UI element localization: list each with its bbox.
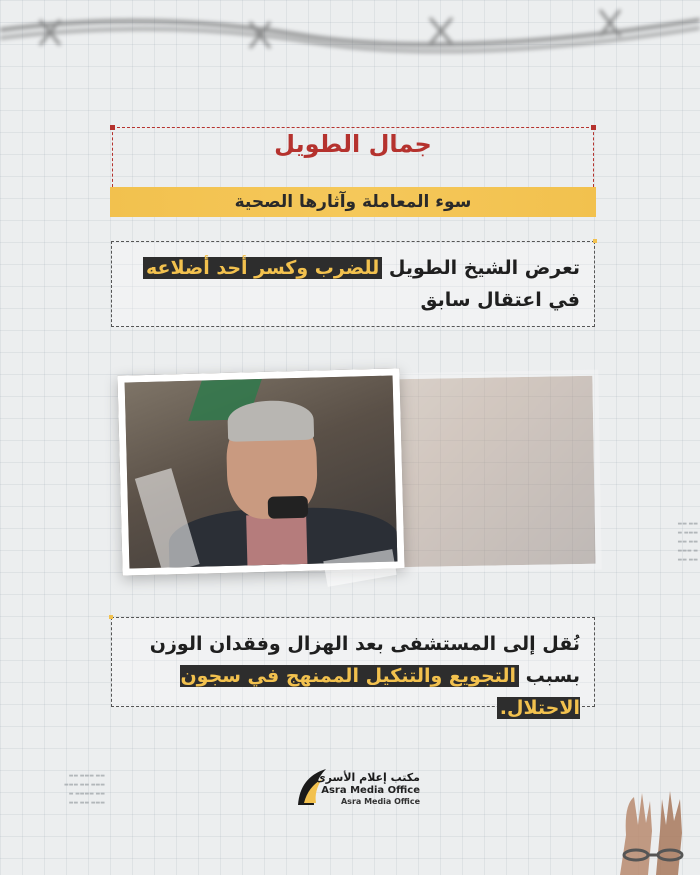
background-document-texture: ▬▬ ▬▬ ▬▬▬ ▬ ▬▬ ▬▬ ▬ ▬▬▬ ▬▬ ▬▬ (677, 521, 698, 563)
logo-arabic-name: مكتب إعلام الأسرى (315, 771, 420, 784)
fact-line (126, 660, 580, 724)
barbed-wire-decoration (0, 0, 700, 90)
fact-text: تعرض الشيخ الطويل (382, 257, 580, 279)
portrait-photo (117, 368, 404, 575)
box-corner-dot (593, 239, 597, 243)
fact-text: بسبب (519, 665, 580, 687)
fact-box-hospital (111, 617, 595, 719)
page-title: جمال الطويل (274, 130, 432, 158)
fact-line: في اعتقال سابق (420, 289, 580, 311)
fact-line: نُقل إلى المستشفى بعد الهزال وفقدان الوزن (149, 633, 580, 655)
asra-media-office-logo (290, 765, 420, 813)
chained-hands-icon (600, 775, 700, 875)
background-document-texture: ▬▬ ▬▬▬ ▬▬ ▬▬▬ ▬▬ ▬▬▬ ▬▬ ▬▬▬▬ ▬ ▬▬▬ ▬▬ ▬▬ (64, 773, 105, 806)
logo-english-name: Asra Media Office (321, 785, 420, 796)
logo-english-name-small: Asra Media Office (340, 797, 420, 806)
fact-line (126, 252, 580, 284)
fact-highlight: للضرب وكسر أحد أضلاعه (143, 257, 382, 279)
box-corner-dot (109, 615, 113, 619)
fact-highlight: التجويع والتنكيل الممنهج في سجون الاحتلال. (180, 665, 580, 719)
microphone (268, 496, 309, 519)
fact-box-beating (111, 241, 595, 327)
subtitle-banner: سوء المعاملة وآثارها الصحية (110, 187, 596, 217)
